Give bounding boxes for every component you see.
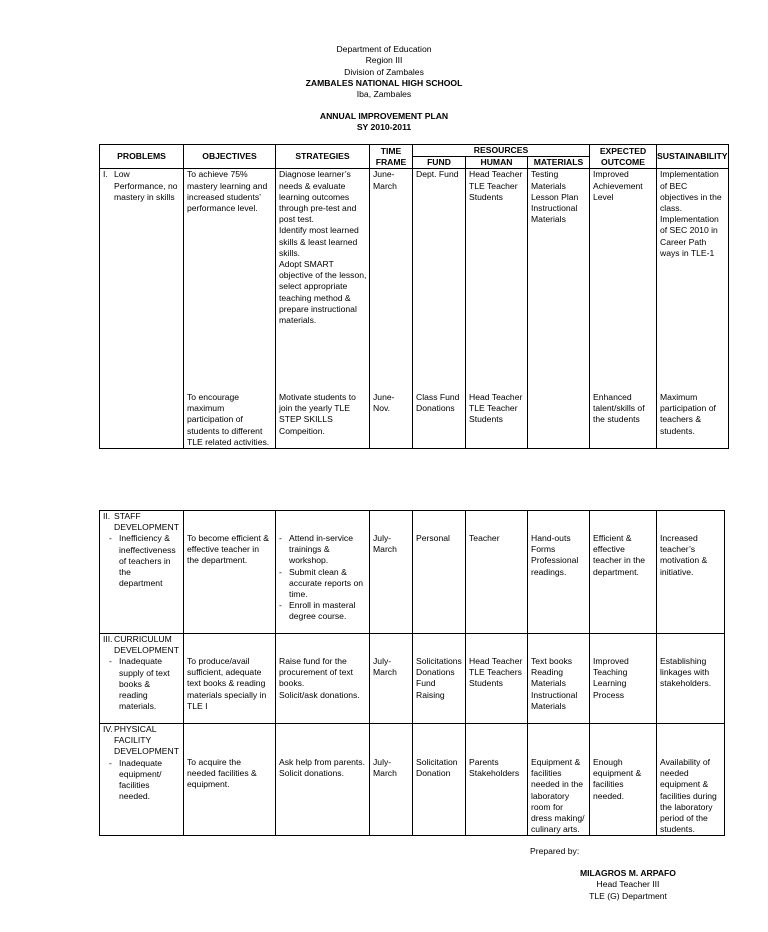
- text-line: Efficient &: [593, 533, 632, 543]
- text-line: Inadequate: [119, 656, 163, 667]
- problem-cell: IV. PHYSICAL FACILITY DEVELOPMENT - Inadequate equipment/ facilities needed.: [100, 724, 184, 836]
- col-header-problems: PROBLEMS: [100, 145, 184, 169]
- text-line: Donations: [416, 403, 455, 414]
- text-line: TLE Teachers: [469, 667, 522, 678]
- sustainability-cell: [657, 392, 729, 449]
- text-line: performance level.: [187, 203, 258, 214]
- text-line: PHYSICAL: [114, 724, 157, 734]
- text-line: To achieve 75%: [187, 169, 248, 180]
- col-header-sustainability: SUSTAINABILITY: [657, 145, 729, 169]
- text-line: Identify most learned: [279, 225, 359, 236]
- fund-cell: [413, 511, 466, 634]
- text-line: Level: [593, 191, 614, 202]
- text-line: Enroll in masteral: [289, 600, 356, 611]
- text-line: Professional: [531, 555, 579, 566]
- text-line: DEVELOPMENT: [114, 522, 179, 533]
- text-line: needed in the: [531, 779, 584, 790]
- objective-cell: [184, 511, 276, 634]
- plan-table-page1: [99, 144, 729, 449]
- text-line: Compeition.: [279, 425, 325, 436]
- text-line: equipment.: [187, 779, 230, 790]
- text-line: TLE Teacher: [469, 403, 518, 414]
- text-line: Maximum: [660, 391, 698, 402]
- text-line: reading: [119, 690, 148, 701]
- text-line: Process: [593, 689, 625, 700]
- outcome-cell: [590, 634, 657, 724]
- text-line: teachers &: [660, 414, 702, 425]
- text-line: accurate reports on: [289, 577, 364, 588]
- text-line: Low: [114, 169, 130, 180]
- fund-cell: [413, 169, 466, 392]
- text-line: CURRICULUM: [114, 634, 172, 644]
- text-line: Parents: [469, 757, 499, 767]
- document-header: [0, 44, 768, 100]
- text-line: Donation: [416, 768, 451, 779]
- materials-cell: [528, 511, 590, 634]
- text-line: June-: [373, 169, 395, 180]
- text-line: class.: [660, 203, 682, 214]
- strategy-item: - Attend in-service trainings & workshop.: [279, 533, 354, 566]
- text-line: readings.: [531, 566, 567, 577]
- text-line: Ask help from parents.: [279, 757, 365, 767]
- text-line: stakeholders.: [660, 678, 712, 689]
- text-line: Materials: [531, 700, 566, 711]
- text-line: Instructional: [531, 203, 578, 214]
- text-line: STEP SKILLS: [279, 414, 333, 425]
- text-line: procurement of text: [279, 667, 354, 678]
- header-region: Region III: [365, 55, 403, 66]
- text-line: maximum: [187, 403, 225, 414]
- col-header-strategies: STRATEGIES: [276, 145, 370, 169]
- text-line: TLE I: [187, 700, 208, 711]
- strategy-item: - Submit clean & accurate reports on time.: [279, 566, 364, 600]
- text-line: of SEC 2010 in: [660, 225, 718, 236]
- col-header-time-frame: TIME FRAME: [370, 145, 413, 169]
- text-line: books.: [279, 678, 305, 689]
- text-line: To encourage: [187, 391, 240, 402]
- human-cell: [466, 169, 528, 392]
- sustainability-cell: [657, 634, 725, 724]
- text-line: March: [373, 180, 397, 191]
- text-line: Performance, no: [114, 180, 178, 191]
- text-line: degree course.: [289, 611, 347, 622]
- text-line: To produce/avail: [187, 656, 250, 666]
- text-line: of teachers in: [119, 555, 171, 566]
- col-header-expected-outcome: EXPECTED OUTCOME: [590, 145, 657, 169]
- text-line: supply of text: [119, 667, 170, 678]
- materials-cell: [528, 634, 590, 724]
- text-line: Raising: [416, 689, 445, 700]
- text-line: Materials: [531, 214, 566, 225]
- text-line: Instructional: [531, 689, 578, 700]
- text-line: objectives in the: [660, 191, 722, 202]
- text-line: Solicitations: [416, 656, 462, 666]
- text-line: objective of the lesson,: [279, 270, 367, 281]
- text-line: teacher in the: [593, 555, 646, 566]
- header-school: ZAMBALES NATIONAL HIGH SCHOOL: [305, 77, 463, 88]
- text-line: facilities: [593, 779, 624, 790]
- text-line: the: [119, 567, 131, 578]
- text-line: Teaching: [593, 667, 628, 678]
- strategy-item: - Enroll in masteral degree course.: [279, 600, 356, 622]
- text-line: participation of: [660, 403, 716, 414]
- text-line: Personal: [416, 533, 450, 543]
- text-line: STAFF: [114, 511, 141, 521]
- problem-cell: I. Low Performance, no mastery in skills: [100, 169, 184, 449]
- text-line: equipment &: [660, 779, 709, 790]
- text-line: the laboratory: [660, 801, 713, 812]
- plan-table-page2: [99, 510, 725, 836]
- text-line: students to different: [187, 425, 263, 436]
- text-line: the students: [593, 414, 640, 425]
- text-line: Adopt SMART: [279, 259, 334, 270]
- text-line: text books & reading: [187, 678, 266, 689]
- text-line: talent/skills of: [593, 403, 645, 414]
- text-line: sufficient, adequate: [187, 667, 262, 678]
- text-line: June-: [373, 391, 395, 402]
- text-line: equipment/: [119, 768, 162, 779]
- text-line: effective teacher in: [187, 544, 259, 555]
- text-line: Establishing: [660, 656, 707, 666]
- text-line: select appropriate: [279, 281, 348, 292]
- col-header-human: HUMAN: [466, 157, 528, 169]
- text-line: materials specially in: [187, 689, 267, 700]
- objective-cell: [184, 724, 276, 836]
- text-line: trainings &: [289, 544, 330, 555]
- text-line: Head Teacher: [469, 656, 523, 666]
- col-header-resources: RESOURCES: [413, 145, 590, 157]
- text-line: effective: [593, 544, 625, 555]
- text-line: Learning: [593, 678, 627, 689]
- text-line: students.: [660, 425, 695, 436]
- signatory-department: TLE (G) Department: [589, 890, 667, 901]
- sustainability-cell: [657, 724, 725, 836]
- text-line: period of the: [660, 813, 708, 824]
- text-line: department: [119, 578, 163, 589]
- text-line: Class Fund: [416, 391, 460, 402]
- text-line: Students: [469, 414, 503, 425]
- text-line: workshop.: [289, 555, 329, 566]
- problem-cell: II. STAFF DEVELOPMENT - Inefficiency & ineffectiveness of teachers in the department: [100, 511, 184, 634]
- text-line: needed: [660, 768, 689, 779]
- text-line: Students: [469, 191, 503, 202]
- text-line: increased students’: [187, 191, 262, 202]
- materials-cell: [528, 392, 590, 449]
- objective-cell: [184, 634, 276, 724]
- text-line: room for: [531, 801, 563, 812]
- text-line: Improved: [593, 169, 629, 180]
- text-line: facilities during: [660, 790, 717, 801]
- fund-cell: [413, 392, 466, 449]
- text-line: Students: [469, 678, 503, 689]
- sustainability-cell: [657, 169, 729, 392]
- text-line: March: [373, 768, 397, 779]
- text-line: Improved: [593, 656, 629, 666]
- text-line: needed.: [593, 790, 625, 801]
- text-line: DEVELOPMENT: [114, 746, 179, 757]
- text-line: participation of: [187, 414, 243, 425]
- header-division: Division of Zambales: [344, 66, 424, 77]
- document-title-block: [0, 111, 768, 134]
- signatory-position: Head Teacher III: [596, 879, 660, 890]
- text-line: Implementation: [660, 169, 719, 180]
- text-line: time.: [289, 589, 308, 600]
- text-line: dress making/: [531, 813, 585, 824]
- strategies-cell: [276, 392, 370, 449]
- header-location: Iba, Zambales: [356, 89, 412, 100]
- fund-cell: [413, 634, 466, 724]
- time-frame-cell: [370, 634, 413, 724]
- text-line: facilities: [531, 768, 562, 779]
- text-line: needed facilities &: [187, 768, 257, 779]
- text-line: Forms: [531, 544, 556, 555]
- outcome-cell: [590, 392, 657, 449]
- text-line: Equipment &: [531, 757, 581, 767]
- text-line: Testing: [531, 169, 559, 180]
- text-line: materials.: [279, 315, 317, 326]
- text-line: Text books: [531, 656, 573, 666]
- text-line: needs & evaluate: [279, 180, 346, 191]
- text-line: FACILITY: [114, 735, 152, 746]
- time-frame-cell: [370, 724, 413, 836]
- text-line: Career Path: [660, 236, 707, 247]
- objective-cell: [184, 392, 276, 449]
- human-cell: [466, 511, 528, 634]
- text-line: Fund: [416, 678, 436, 689]
- text-line: Stakeholders: [469, 768, 520, 779]
- text-line: books &: [119, 678, 151, 689]
- text-line: Inadequate: [119, 757, 163, 768]
- text-line: July-: [373, 656, 392, 666]
- text-line: Head Teacher: [469, 391, 523, 402]
- outcome-cell: [590, 169, 657, 392]
- strategies-cell: [276, 169, 370, 392]
- text-line: Nov.: [373, 403, 391, 414]
- text-line: Solicit/ask donations.: [279, 689, 360, 700]
- text-line: laboratory: [531, 790, 570, 801]
- text-line: Hand-outs: [531, 533, 571, 543]
- text-line: culinary arts.: [531, 824, 580, 835]
- strategies-cell: [276, 634, 370, 724]
- text-line: Submit clean &: [289, 566, 347, 577]
- text-line: Materials: [531, 678, 566, 689]
- text-line: Teacher: [469, 533, 500, 543]
- text-line: ways in TLE-1: [660, 247, 715, 258]
- document-title: ANNUAL IMPROVEMENT PLAN: [319, 111, 449, 121]
- text-line: Implementation: [660, 214, 719, 225]
- problem-cell: III. CURRICULUM DEVELOPMENT - Inadequate supply of text books & reading materials.: [100, 634, 184, 724]
- text-line: initiative.: [660, 566, 694, 577]
- text-line: post test.: [279, 214, 314, 225]
- col-header-fund: FUND: [413, 157, 466, 169]
- text-line: ineffectiveness: [119, 544, 176, 555]
- materials-cell: [528, 724, 590, 836]
- human-cell: [466, 392, 528, 449]
- text-line: students.: [660, 824, 695, 835]
- text-line: To become efficient &: [187, 533, 270, 543]
- strategies-cell: [276, 511, 370, 634]
- header-department: Department of Education: [336, 44, 432, 54]
- text-line: the department.: [187, 555, 248, 566]
- text-line: Achievement: [593, 180, 643, 191]
- signatory-name: MILAGROS M. ARPAFO: [580, 868, 676, 878]
- text-line: equipment &: [593, 768, 642, 779]
- text-line: March: [373, 544, 397, 555]
- text-line: needed.: [119, 791, 151, 802]
- text-line: linkages with: [660, 667, 710, 678]
- objective-cell: [184, 169, 276, 392]
- fund-cell: [413, 724, 466, 836]
- text-line: TLE Teacher: [469, 180, 518, 191]
- school-year: SY 2010-2011: [356, 122, 412, 133]
- strategies-cell: [276, 724, 370, 836]
- text-line: Raise fund for the: [279, 656, 347, 666]
- materials-cell: [528, 169, 590, 392]
- outcome-cell: [590, 511, 657, 634]
- text-line: motivation &: [660, 555, 708, 566]
- human-cell: [466, 634, 528, 724]
- col-header-objectives: OBJECTIVES: [184, 145, 276, 169]
- text-line: Attend in-service: [289, 533, 354, 543]
- signatory-block: [548, 868, 708, 902]
- text-line: mastery learning and: [187, 180, 268, 191]
- text-line: facilities: [119, 780, 150, 791]
- text-line: Inefficiency &: [119, 533, 170, 544]
- text-line: Diagnose learner’s: [279, 169, 351, 180]
- time-frame-cell: [370, 511, 413, 634]
- outcome-cell: [590, 724, 657, 836]
- text-line: skills & least learned: [279, 236, 358, 247]
- text-line: Head Teacher: [469, 169, 523, 180]
- text-line: Availability of: [660, 757, 710, 767]
- text-line: Enhanced: [593, 391, 632, 402]
- text-line: July-: [373, 533, 392, 543]
- text-line: Materials: [531, 180, 566, 191]
- text-line: Dept. Fund: [416, 169, 459, 180]
- text-line: join the yearly TLE: [279, 403, 351, 414]
- text-line: DEVELOPMENT: [114, 645, 179, 656]
- text-line: learning outcomes: [279, 191, 350, 202]
- text-line: teaching method &: [279, 292, 351, 303]
- text-line: Donations: [416, 667, 455, 678]
- text-line: Enough: [593, 757, 623, 767]
- col-header-materials: MATERIALS: [528, 157, 590, 169]
- text-line: prepare instructional: [279, 303, 357, 314]
- text-line: Increased: [660, 533, 698, 543]
- text-line: Solicitation: [416, 757, 458, 767]
- text-line: March: [373, 667, 397, 678]
- prepared-by-label: Prepared by:: [530, 846, 580, 856]
- text-line: Reading: [531, 667, 564, 678]
- text-line: To acquire the: [187, 757, 241, 767]
- text-line: teacher’s: [660, 544, 696, 555]
- text-line: Motivate students to: [279, 391, 356, 402]
- text-line: mastery in skills: [114, 191, 175, 202]
- text-line: TLE related activities.: [187, 436, 270, 447]
- text-line: of BEC: [660, 180, 688, 191]
- human-cell: [466, 724, 528, 836]
- text-line: skills.: [279, 247, 301, 258]
- text-line: July-: [373, 757, 392, 767]
- time-frame-cell: [370, 169, 413, 392]
- text-line: Solicit donations.: [279, 768, 344, 779]
- text-line: materials.: [119, 701, 157, 712]
- time-frame-cell: [370, 392, 413, 449]
- text-line: through pre-test and: [279, 203, 357, 214]
- text-line: Lesson Plan: [531, 191, 579, 202]
- text-line: department.: [593, 566, 639, 577]
- sustainability-cell: [657, 511, 725, 634]
